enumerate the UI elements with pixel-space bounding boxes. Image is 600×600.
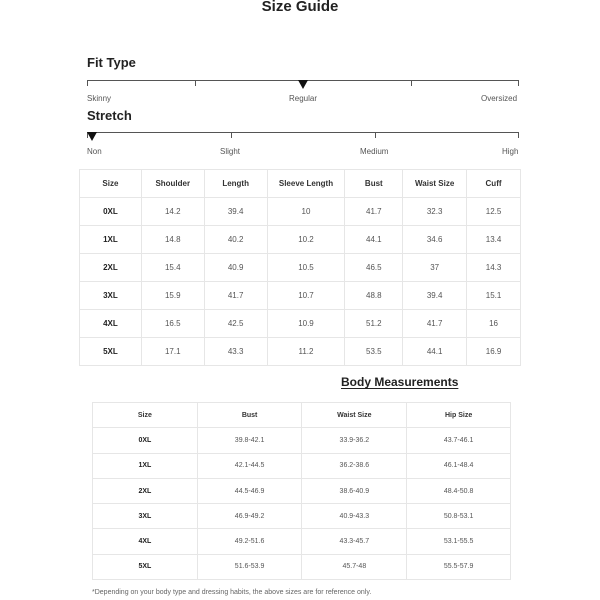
table-cell: 34.6 [403, 226, 467, 254]
stretch-title: Stretch [87, 108, 132, 123]
table-cell: 48.4-50.8 [407, 478, 511, 503]
column-header: Shoulder [141, 170, 204, 198]
table-cell: 10.9 [267, 310, 345, 338]
size-cell: 2XL [93, 478, 198, 503]
table-cell: 14.2 [141, 198, 204, 226]
table-cell: 17.1 [141, 338, 204, 366]
table-row [80, 198, 521, 226]
column-header: Waist Size [302, 403, 407, 428]
table-row [93, 428, 511, 453]
table-cell: 40.9-43.3 [302, 504, 407, 529]
table-cell: 40.2 [204, 226, 267, 254]
reference-note: *Depending on your body type and dressing habits, the above sizes are for reference only. [92, 589, 372, 596]
table-cell: 43.7-46.1 [407, 428, 511, 453]
column-header: Size [93, 403, 198, 428]
table-row [80, 282, 521, 310]
fit-type-tick [87, 80, 88, 86]
table-cell: 48.8 [345, 282, 403, 310]
table-cell: 15.4 [141, 254, 204, 282]
column-header: Size [80, 170, 142, 198]
table-cell: 15.9 [141, 282, 204, 310]
table-cell: 33.9-36.2 [302, 428, 407, 453]
table-cell: 53.5 [345, 338, 403, 366]
table-row [80, 310, 521, 338]
size-cell: 1XL [80, 226, 142, 254]
table-cell: 39.4 [204, 198, 267, 226]
table-cell: 44.1 [403, 338, 467, 366]
table-cell: 45.7-48 [302, 554, 407, 579]
table-cell: 36.2-38.6 [302, 453, 407, 478]
table-cell: 16.9 [467, 338, 521, 366]
table-cell: 39.8-42.1 [197, 428, 302, 453]
table-cell: 51.2 [345, 310, 403, 338]
size-cell: 2XL [80, 254, 142, 282]
table-cell: 42.5 [204, 310, 267, 338]
stretch-label-slight: Slight [220, 147, 241, 156]
table-cell: 51.6-53.9 [197, 554, 302, 579]
table-row [93, 529, 511, 554]
table-cell: 55.5-57.9 [407, 554, 511, 579]
table-cell: 32.3 [403, 198, 467, 226]
table-cell: 10.7 [267, 282, 345, 310]
body-measurements-table [92, 402, 511, 580]
column-header: Hip Size [407, 403, 511, 428]
table-cell: 44.1 [345, 226, 403, 254]
table-cell: 14.8 [141, 226, 204, 254]
size-cell: 4XL [93, 529, 198, 554]
column-header: Bust [345, 170, 403, 198]
table-cell: 14.3 [467, 254, 521, 282]
fit-type-label-regular: Regular [289, 94, 318, 103]
table-cell: 15.1 [467, 282, 521, 310]
stretch-tick [518, 132, 519, 138]
table-cell: 50.8-53.1 [407, 504, 511, 529]
fit-type-marker-icon [298, 80, 308, 89]
table-cell: 10.5 [267, 254, 345, 282]
stretch-marker-icon [87, 132, 97, 141]
body-measurements-title: Body Measurements [341, 375, 459, 389]
size-cell: 0XL [93, 428, 198, 453]
size-cell: 1XL [93, 453, 198, 478]
page-title: Size Guide [261, 0, 339, 15]
table-cell: 41.7 [403, 310, 467, 338]
table-row [93, 554, 511, 579]
column-header: Bust [197, 403, 302, 428]
table-cell: 46.1-48.4 [407, 453, 511, 478]
table-cell: 41.7 [345, 198, 403, 226]
size-cell: 0XL [80, 198, 142, 226]
stretch-tick [375, 132, 376, 138]
size-cell: 3XL [93, 504, 198, 529]
table-cell: 13.4 [467, 226, 521, 254]
stretch-tick [231, 132, 232, 138]
stretch-label-non: Non [87, 147, 102, 156]
table-cell: 39.4 [403, 282, 467, 310]
fit-type-title: Fit Type [87, 55, 136, 70]
stretch-label-medium: Medium [360, 147, 389, 156]
table-row [80, 226, 521, 254]
table-header-row [80, 170, 521, 198]
table-cell: 11.2 [267, 338, 345, 366]
table-cell: 42.1-44.5 [197, 453, 302, 478]
table-cell: 46.5 [345, 254, 403, 282]
table-cell: 43.3 [204, 338, 267, 366]
fit-type-tick [195, 80, 196, 86]
table-cell: 46.9-49.2 [197, 504, 302, 529]
column-header: Waist Size [403, 170, 467, 198]
table-row [93, 453, 511, 478]
stretch-scale [87, 132, 519, 133]
table-row [93, 478, 511, 503]
table-row [80, 338, 521, 366]
column-header: Cuff [467, 170, 521, 198]
size-cell: 4XL [80, 310, 142, 338]
column-header: Length [204, 170, 267, 198]
product-size-table [79, 169, 521, 366]
table-cell: 10 [267, 198, 345, 226]
table-row [80, 254, 521, 282]
size-cell: 3XL [80, 282, 142, 310]
fit-type-tick [411, 80, 412, 86]
column-header: Sleeve Length [267, 170, 345, 198]
fit-type-tick [518, 80, 519, 86]
table-cell: 40.9 [204, 254, 267, 282]
table-cell: 44.5-46.9 [197, 478, 302, 503]
table-header-row [93, 403, 511, 428]
table-cell: 37 [403, 254, 467, 282]
table-cell: 38.6-40.9 [302, 478, 407, 503]
fit-type-label-skinny: Skinny [87, 94, 112, 103]
table-cell: 53.1-55.5 [407, 529, 511, 554]
table-cell: 49.2-51.6 [197, 529, 302, 554]
fit-type-scale [87, 80, 519, 81]
table-cell: 43.3-45.7 [302, 529, 407, 554]
table-cell: 16 [467, 310, 521, 338]
table-cell: 12.5 [467, 198, 521, 226]
table-cell: 10.2 [267, 226, 345, 254]
size-cell: 5XL [93, 554, 198, 579]
stretch-label-high: High [502, 147, 519, 156]
table-cell: 41.7 [204, 282, 267, 310]
fit-type-label-oversized: Oversized [481, 94, 518, 103]
table-cell: 16.5 [141, 310, 204, 338]
table-row [93, 504, 511, 529]
size-cell: 5XL [80, 338, 142, 366]
